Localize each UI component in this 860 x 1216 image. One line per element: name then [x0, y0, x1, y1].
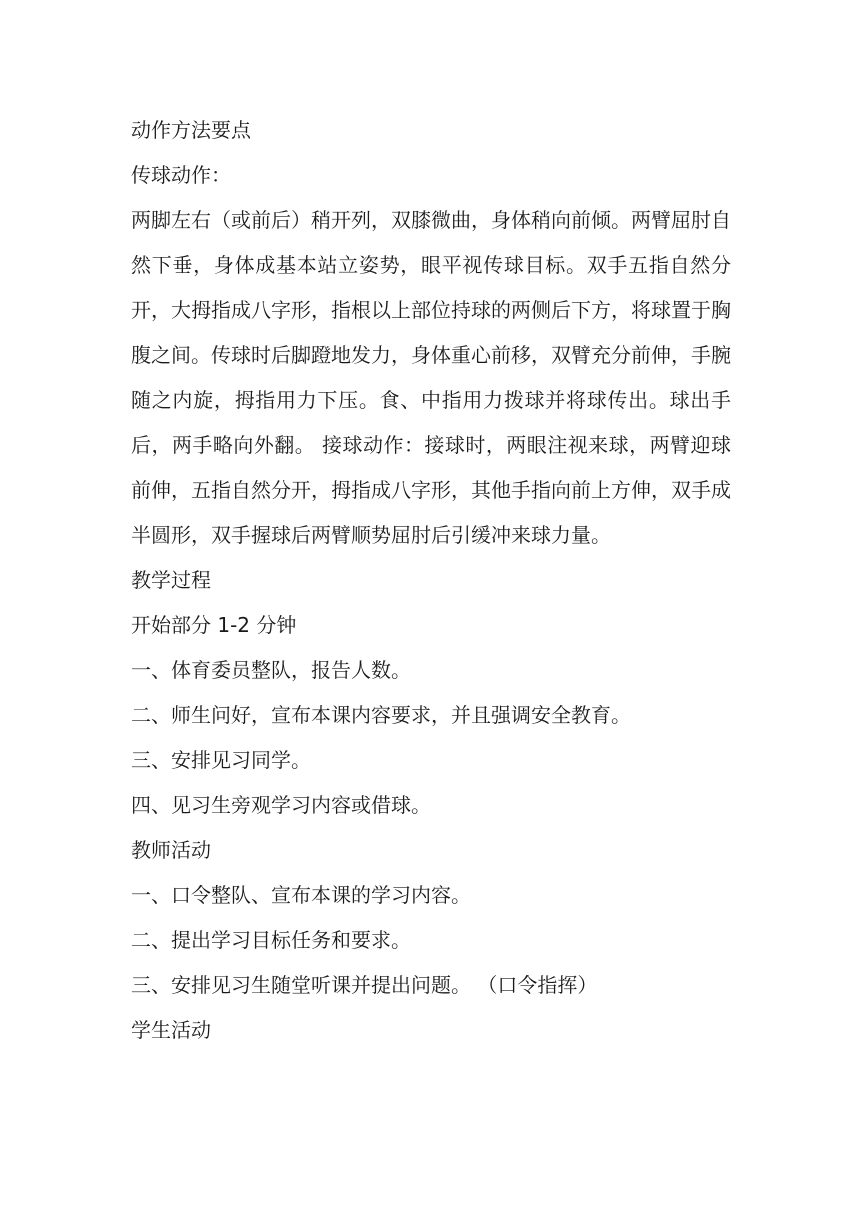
- start-item: 二、师生问好，宣布本课内容要求，并且强调安全教育。: [131, 703, 631, 727]
- heading-method: 动作方法要点: [131, 118, 251, 142]
- start-item: 一、体育委员整队，报告人数。: [131, 658, 411, 682]
- document-page: [131, 108, 731, 1053]
- start-item: 三、安排见习同学。: [131, 748, 311, 772]
- heading-pass: 传球动作：: [131, 163, 231, 187]
- teacher-item: 三、安排见习生随堂听课并提出问题。 （口令指挥）: [131, 973, 598, 997]
- start-section: 开始部分 1-2 分钟: [131, 613, 297, 637]
- teacher-item: 一、口令整队、宣布本课的学习内容。: [131, 883, 471, 907]
- teacher-item: 二、提出学习目标任务和要求。: [131, 928, 411, 952]
- start-item: 四、见习生旁观学习内容或借球。: [131, 793, 431, 817]
- heading-teacher: 教师活动: [131, 838, 211, 862]
- heading-student: 学生活动: [131, 1018, 211, 1042]
- heading-process: 教学过程: [131, 568, 211, 592]
- paragraph-technique: 两脚左右（或前后）稍开列，双膝微曲，身体稍向前倾。两臂屈肘自然下垂，身体成基本站立姿势，眼平视传球目标。双手五指自然分开，大拇指成八字形，指根以上部位持球的两侧后下方，将球置于胸腹之间。传球时后脚蹬地发力，身体重心前移，双臂充分前伸，手腕随之内旋，拇指用力下压。食、中指用力拨球并将球传出。球出手后，两手略向外翻。 接球动作：接球时，两眼注视来球，两臂迎球前伸，五指自然分开，拇指成八字形，其他手指向前上方伸，双手成半圆形，双手握球后两臂顺势屈肘后引缓冲来球力量。: [131, 208, 731, 547]
